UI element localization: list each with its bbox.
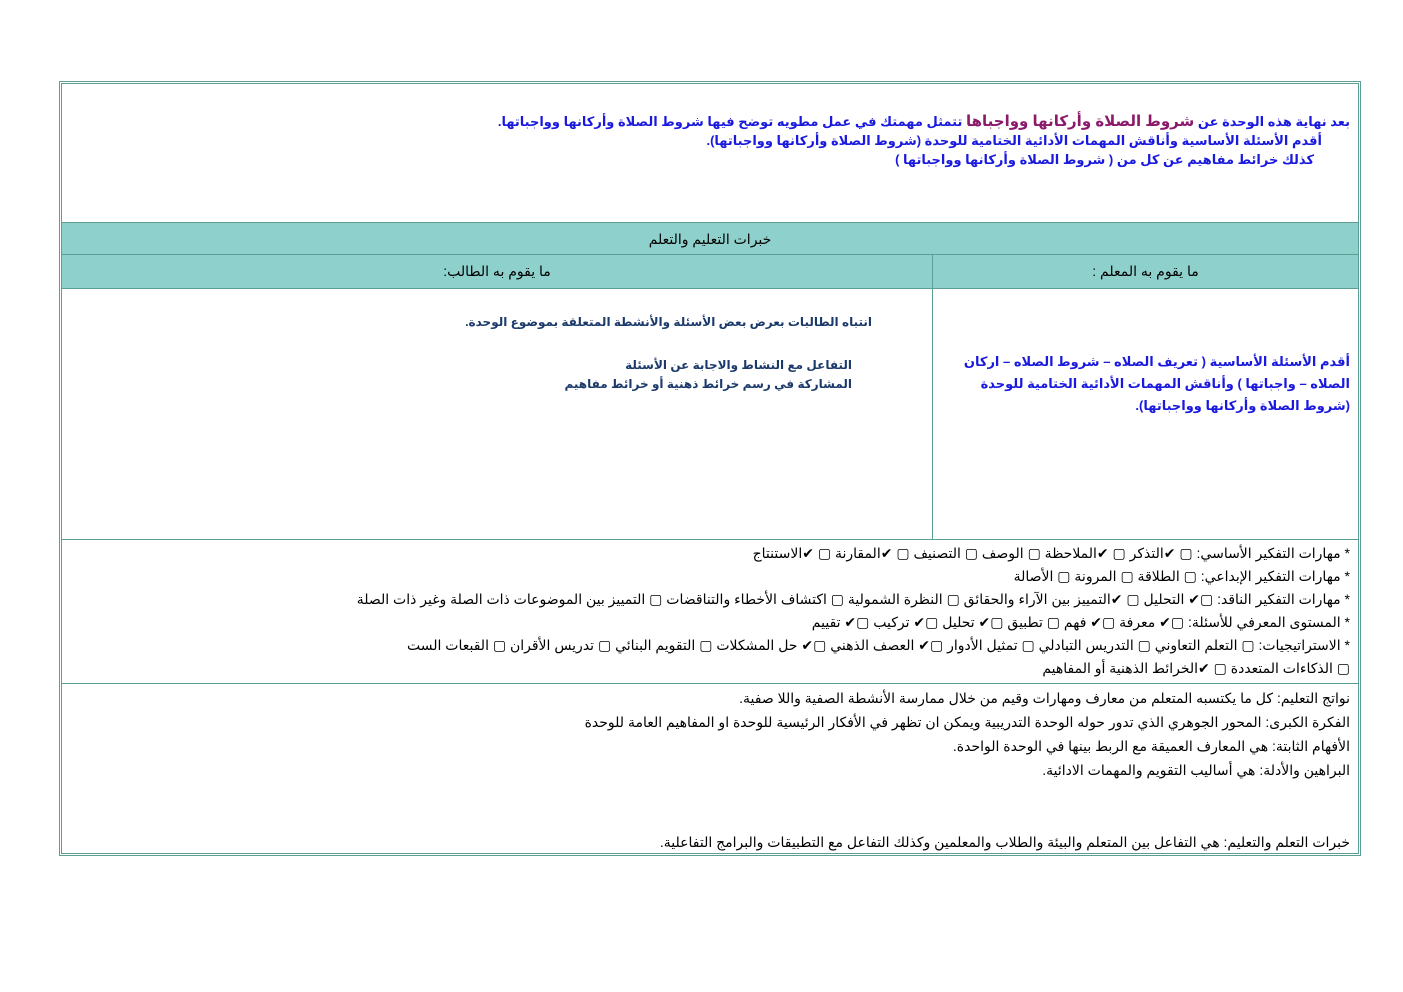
student-body [62, 289, 932, 539]
student-line-3: المشاركة في رسم خرائط ذهنية أو خرائط مفاهيم [564, 377, 852, 391]
teacher-body: أقدم الأسئلة الأساسية ( تعريف الصلاه – شروط الصلاه – اركان الصلاه – واجباتها ) وأناقش المهمات الأدائية الختامية للوحدة (شروط الصلاة وأركانها وواجباتها). [932, 289, 1358, 539]
outcome-learning-experiences: خبرات التعلم والتعليم: هي التفاعل بين المتعلم والبيئة والطلاب والمعلمين وكذلك التفاعل مع التطبيقات والبرامج التفاعلية. [659, 834, 1350, 850]
student-line-1: انتباه الطالبات بعرض بعض الأسئلة والأنشطة المتعلقة بموضوع الوحدة. [465, 315, 872, 329]
strategies-continued: ▢ الذكاءات المتعددة ▢ ✔الخرائط الذهنية أو المفاهيم [1042, 660, 1350, 676]
student-header: ما يقوم به الطالب: [443, 263, 551, 279]
thinking-skills-section [62, 539, 1358, 683]
cognitive-level: * المستوى المعرفي للأسئلة: ▢✔ معرفة ▢✔ فهم ▢ تطبيق ▢✔ تحليل ▢✔ تركيب ▢✔ تقييم [811, 614, 1350, 630]
student-line-2: التفاعل مع النشاط والاجابة عن الأسئلة [625, 358, 852, 372]
outcome-evidence: البراهين والأدلة: هي أساليب التقويم والمهمات الادائية. [1042, 762, 1350, 778]
intro-line-2: أقدم الأسئلة الأساسية وأناقش المهمات الأدائية الختامية للوحدة (شروط الصلاة وأركانها وواجباتها). [706, 133, 1322, 148]
intro-line-1 [70, 112, 1350, 131]
lesson-plan-document [59, 81, 1361, 856]
intro-line-1-post: تتمثل مهمتك في عمل مطويه توضح فيها شروط الصلاة وأركانها وواجباتها. [497, 114, 963, 129]
intro-line-3: كذلك خرائط مفاهيم عن كل من ( شروط الصلاة وأركانها وواجباتها ) [895, 152, 1314, 167]
outcome-enduring-understandings: الأفهام الثابتة: هي المعارف العميقة مع الربط بينها في الوحدة الواحدة. [952, 738, 1350, 754]
creative-thinking-skills: * مهارات التفكير الإبداعي: ▢ الطلاقة ▢ المرونة ▢ الأصالة [1013, 568, 1350, 584]
learning-outcomes-section [62, 683, 1358, 853]
outcome-big-idea: الفكرة الكبرى: المحور الجوهري الذي تدور حوله الوحدة التدريبية ويمكن ان تظهر في الأفكار الرئيسية للوحدة او المفاهيم العامة للوحدة [584, 714, 1350, 730]
basic-thinking-skills: * مهارات التفكير الأساسي: ▢ ✔التذكر ▢ ✔الملاحظة ▢ الوصف ▢ التصنيف ▢ ✔المقارنة ▢ ✔الاستنتاج [752, 545, 1350, 561]
columns-body [62, 288, 1358, 539]
intro-highlight: شروط الصلاة وأركانها وواجباها [965, 113, 1195, 130]
teacher-header: ما يقوم به المعلم : [932, 255, 1358, 288]
strategies: * الاستراتيجيات: ▢ التعلم التعاوني ▢ التدريس التبادلي ▢ تمثيل الأدوار ▢✔ العصف الذهني ▢✔ حل المشكلات ▢ التقويم البنائي ▢ تدريس الأقران ▢ القبعات الست [407, 637, 1350, 653]
columns-header [62, 254, 1358, 288]
intro-line-1-pre: بعد نهاية هذه الوحدة عن [1197, 114, 1350, 129]
intro-section [62, 84, 1358, 222]
critical-thinking-skills: * مهارات التفكير الناقد: ▢✔ التحليل ▢ ✔التمييز بين الآراء والحقائق ▢ النظرة الشمولية ▢ اكتشاف الأخطاء والتناقضات ▢ التمييز بين الموضوعات ذات الصلة وغير ذات الصلة [356, 591, 1350, 607]
outcome-learning-products: نواتج التعليم: كل ما يكتسبه المتعلم من معارف ومهارات وقيم من خلال ممارسة الأنشطة الصفية واللا صفية. [739, 690, 1350, 706]
section-title: خبرات التعليم والتعلم [62, 222, 1358, 254]
spacer [70, 782, 1350, 830]
